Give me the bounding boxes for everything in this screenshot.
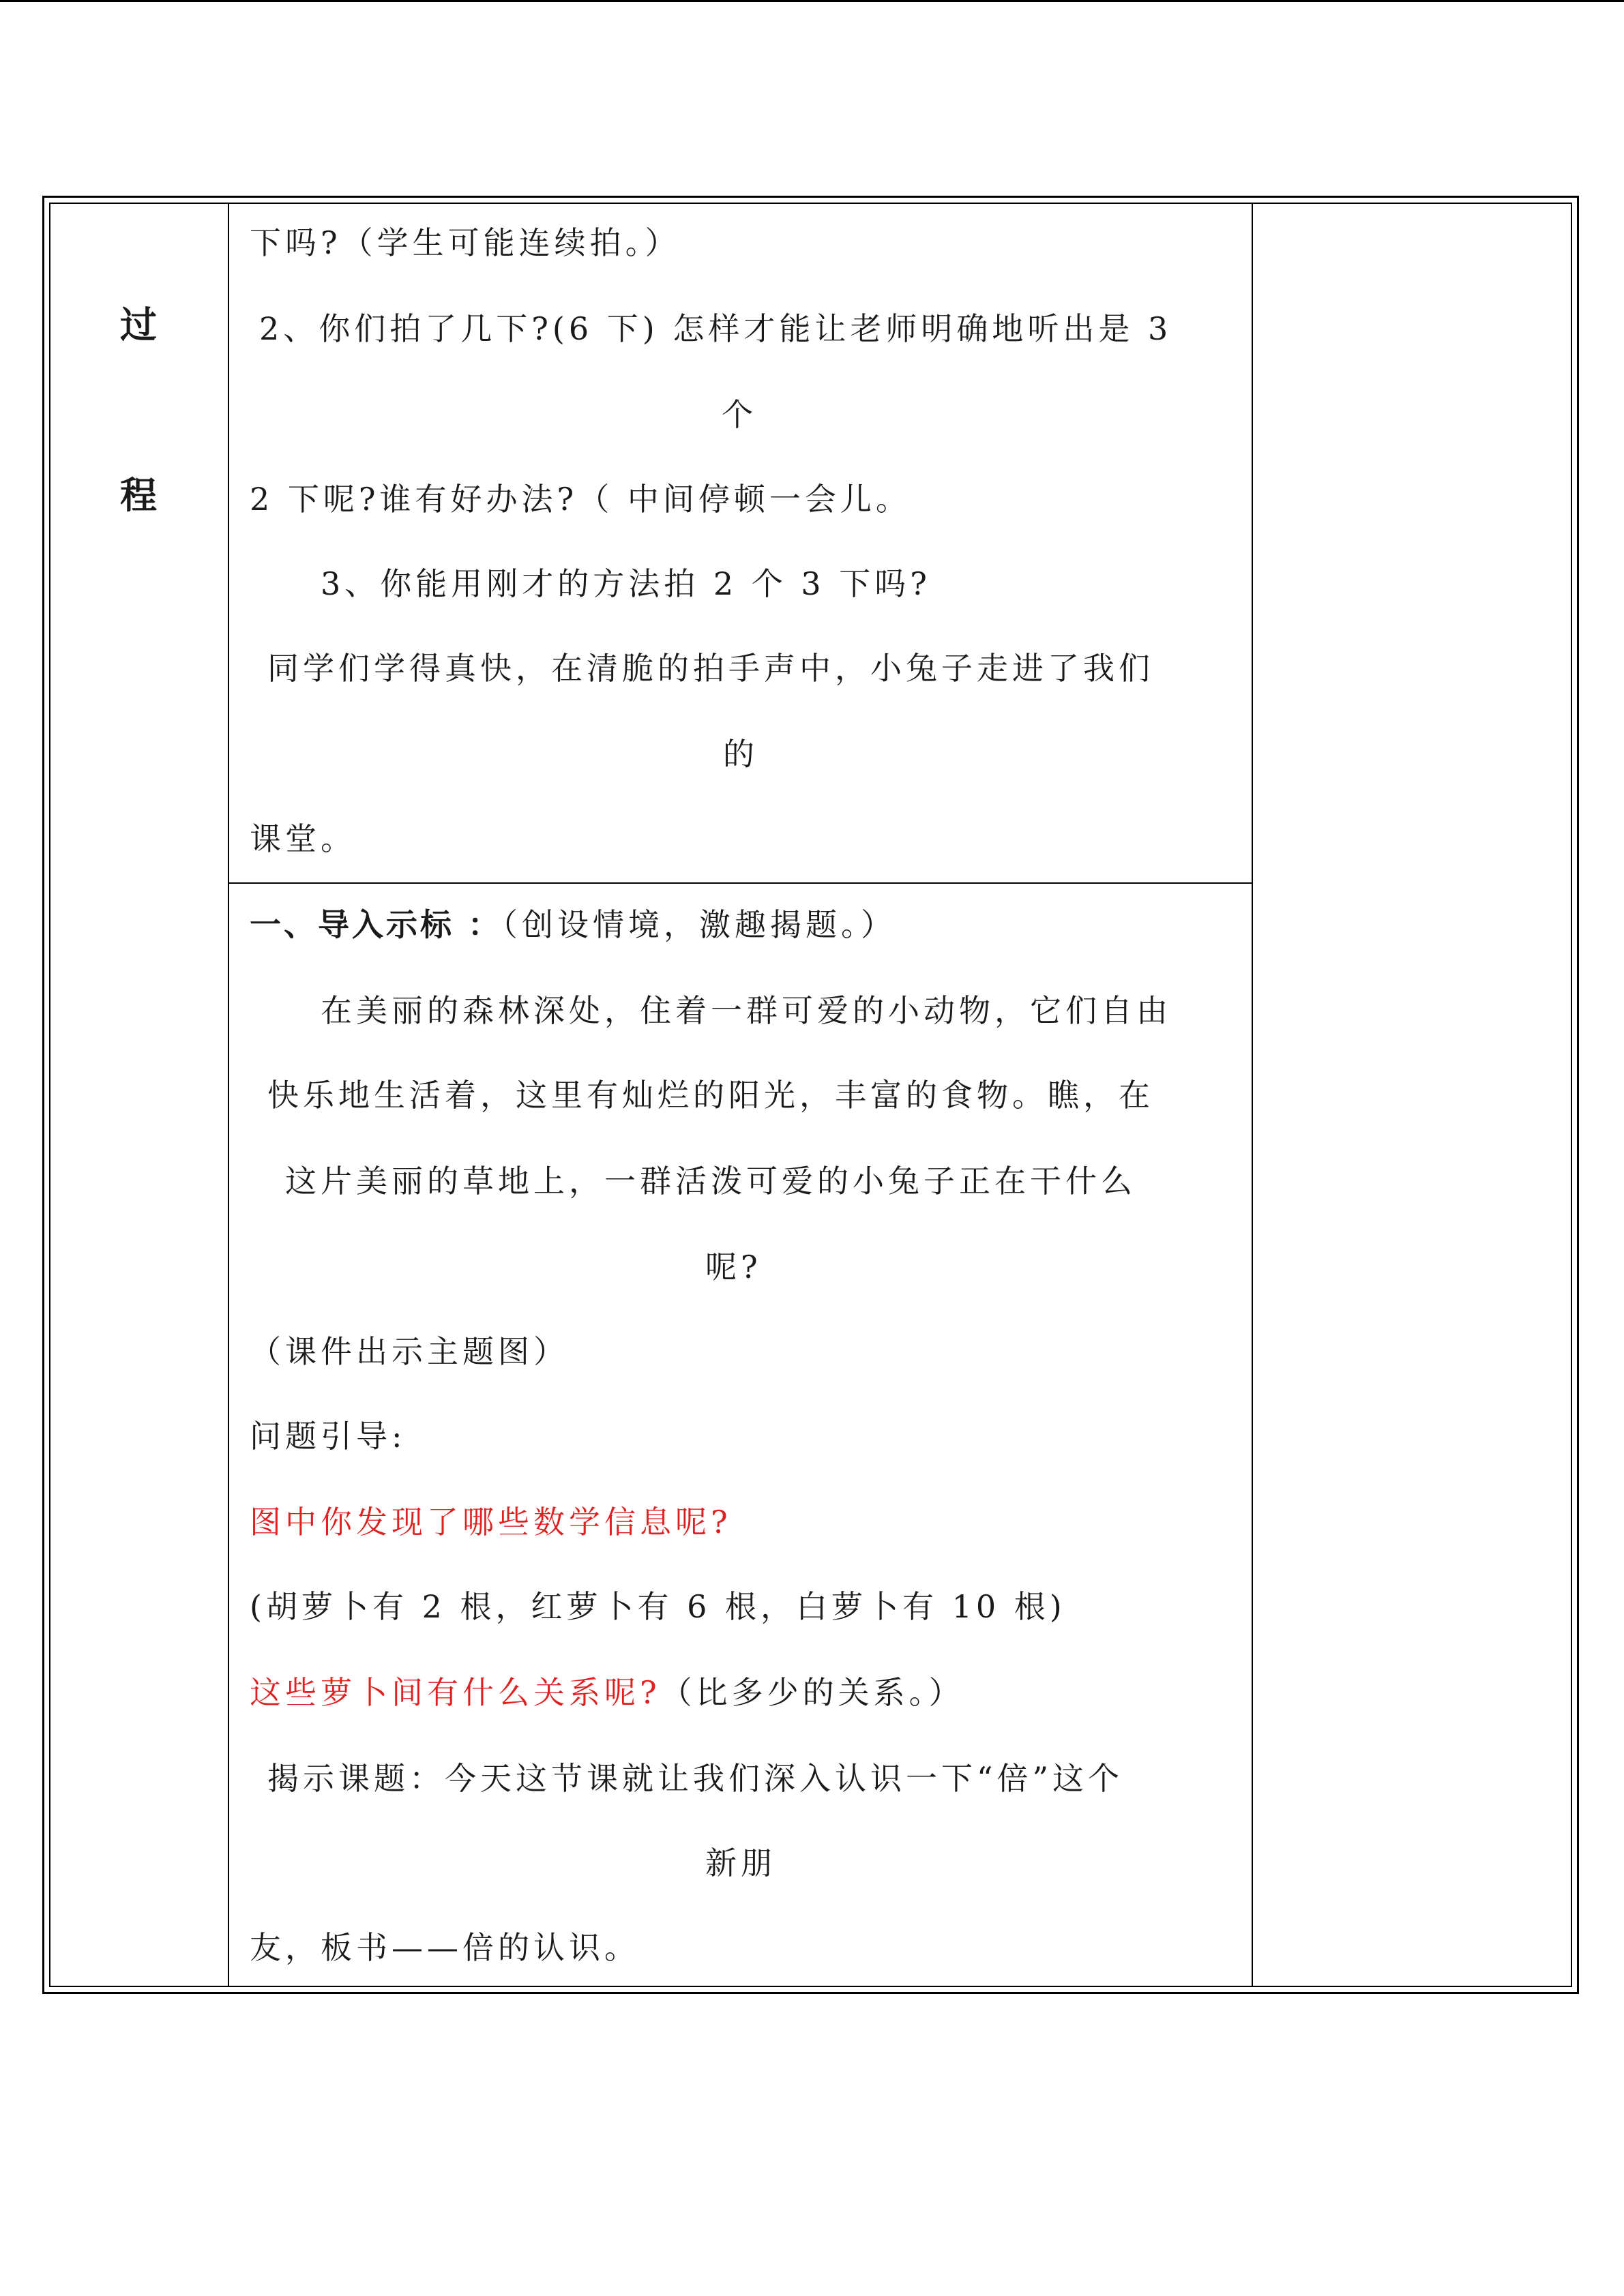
lower-line-6: 问题引导: <box>250 1418 407 1455</box>
lower-line-1: 在美丽的森林深处，住着一群可爱的小动物，它们自由 <box>321 992 1172 1029</box>
lower-line-10: 揭示课题：今天这节课就让我们深入认识一下“倍”这个 <box>267 1760 1124 1797</box>
page-top-border <box>0 0 1624 2</box>
column-divider-right <box>1252 204 1253 1986</box>
lower-heading-bold: 一、导入示标 ： <box>250 906 503 943</box>
upper-line-8: 课堂。 <box>250 820 356 857</box>
upper-line-1: 下吗?（学生可能连续拍。） <box>250 224 681 261</box>
lower-question-1: 图中你发现了哪些数学信息呢? <box>250 1504 732 1540</box>
lower-answer-2: （比多少的关系。） <box>660 1674 964 1711</box>
lower-heading <box>250 904 896 945</box>
row-divider <box>229 882 1252 884</box>
lower-line-4: 呢? <box>705 1249 762 1285</box>
lower-line-8: (胡萝卜有 2 根，红萝卜有 6 根，白萝卜有 10 根) <box>250 1588 1066 1625</box>
lower-heading-rest: （创设情境，激趣揭题。） <box>502 906 897 943</box>
lower-line-5: （课件出示主题图） <box>250 1333 569 1370</box>
lower-line-12: 友，板书——倍的认识。 <box>250 1929 640 1966</box>
label-char-cheng: 程 <box>120 474 157 517</box>
lower-line-2: 快乐地生活着，这里有灿烂的阳光，丰富的食物。瞧，在 <box>267 1077 1154 1114</box>
upper-line-5: 3、你能用刚才的方法拍 2 个 3 下吗? <box>321 565 931 602</box>
lower-line-9 <box>250 1672 964 1713</box>
upper-line-2: 2、你们拍了几下?(6 下) 怎样才能让老师明确地听出是 3 <box>259 310 1172 347</box>
upper-line-7: 的 <box>723 736 758 773</box>
lower-question-2: 这些萝卜间有什么关系呢? <box>250 1674 661 1711</box>
label-char-guo: 过 <box>120 303 157 346</box>
column-divider-left <box>228 204 229 1986</box>
upper-line-6: 同学们学得真快，在清脆的拍手声中，小兔子走进了我们 <box>267 650 1154 687</box>
upper-line-4: 2 下呢?谁有好办法?（ 中间停顿一会儿。 <box>250 481 911 518</box>
upper-line-3: 个 <box>722 396 757 433</box>
lower-line-11: 新朋 <box>705 1845 776 1881</box>
lower-line-3: 这片美丽的草地上，一群活泼可爱的小兔子正在干什么 <box>285 1163 1136 1199</box>
